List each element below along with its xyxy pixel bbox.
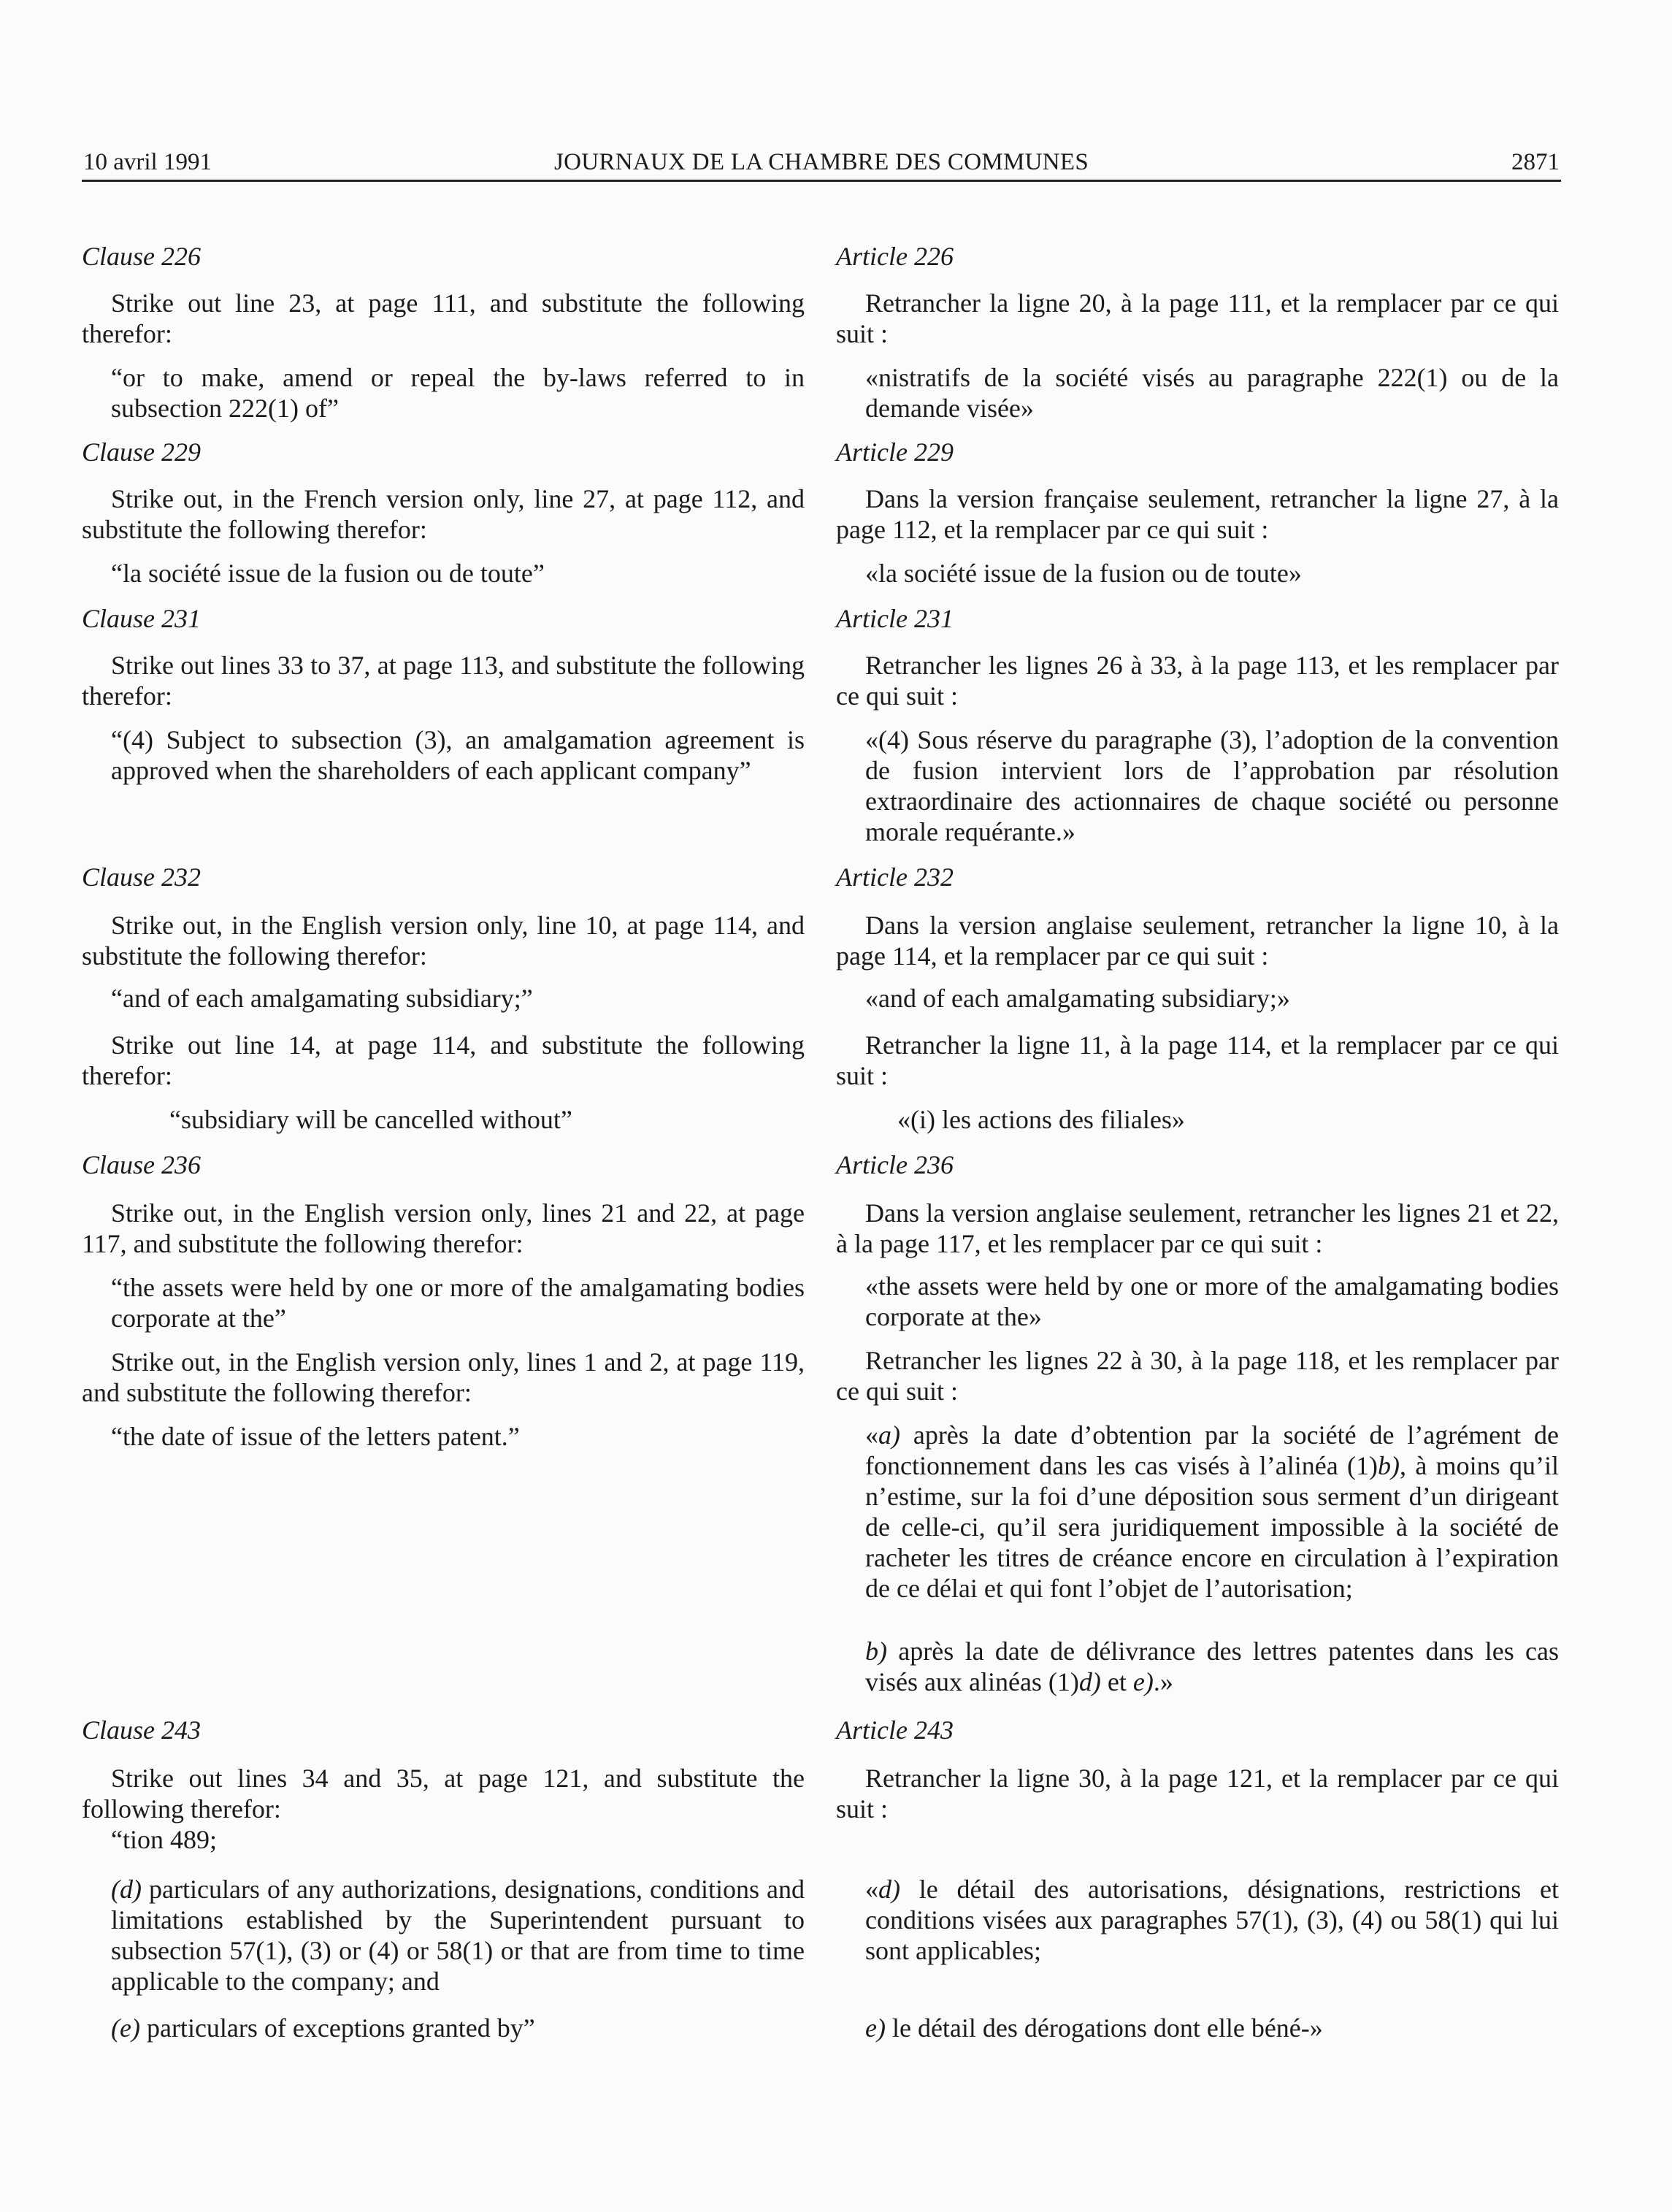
article-243-instruction: Retrancher la ligne 30, à la page 121, et la remplacer par ce qui suit :: [836, 1764, 1559, 1823]
article-231-instruction: Retrancher les lignes 26 à 33, à la page 113, et les remplacer par ce qui suit :: [836, 651, 1559, 711]
clause-243-replacement-start: “tion 489;: [111, 1825, 217, 1854]
item-letter: d): [878, 1875, 900, 1904]
article-226-heading: Article 226: [836, 242, 954, 271]
item-letter: (d): [111, 1875, 142, 1904]
article-243-item-e: [865, 2013, 1559, 2043]
article-231-replacement: «(4) Sous réserve du paragraphe (3), l’adoption de la convention de fusion intervient lors de l’approbation par résolution extraordinaire des actionnaires de chaque société ou personne morale requérante.»: [865, 725, 1559, 846]
page-header: [82, 146, 1561, 182]
article-226-replacement: «nistratifs de la société visés au paragraphe 222(1) ou de la demande visée»: [865, 363, 1559, 423]
clause-226-replacement: “or to make, amend or repeal the by-laws referred to in subsection 222(1) of”: [111, 363, 805, 423]
clause-231-heading: Clause 231: [82, 604, 202, 633]
item-reference: b): [1378, 1451, 1400, 1480]
clause-232-heading: Clause 232: [82, 862, 202, 892]
article-232-replacement-1: «and of each amalgamating subsidiary;»: [865, 984, 1290, 1013]
header-date: 10 avril 1991: [83, 149, 212, 175]
item-letter: b): [865, 1637, 887, 1666]
clause-232-replacement-1: “and of each amalgamating subsidiary;”: [111, 984, 533, 1013]
article-232-replacement-2: «(i) les actions des filiales»: [897, 1105, 1185, 1134]
clause-243-item-d: [111, 1874, 805, 1997]
article-236-heading: Article 236: [836, 1150, 954, 1179]
clause-226-instruction: Strike out line 23, at page 111, and substitute the following therefor:: [82, 288, 805, 348]
item-letter: e): [865, 2013, 886, 2043]
article-229-replacement: «la société issue de la fusion ou de toute»: [865, 559, 1302, 588]
open-quote: «: [865, 1420, 878, 1450]
item-text: et: [1100, 1667, 1133, 1696]
article-236-item-a: [865, 1420, 1559, 1604]
article-232-heading: Article 232: [836, 862, 954, 892]
item-text: le détail des dérogations dont elle béné-»: [885, 2013, 1323, 2043]
clause-232-instruction-1: Strike out, in the English version only, line 10, at page 114, and substitute the following therefor:: [82, 911, 805, 971]
item-text: le détail des autorisations, désignations, restrictions et conditions visées aux paragraphes 57(1), (3), (4) ou 58(1) qui lui sont applicables;: [865, 1875, 1559, 1965]
item-text: après la date d’obtention par la société de l’agrément de fonctionnement dans les cas visés à l’alinéa (1): [865, 1420, 1559, 1480]
item-text: particulars of any authorizations, designations, conditions and limitations established by the Superintendent pursuant to subsection 57(1), (3) or (4) or 58(1) or that are from time to time applicable to the company; and: [111, 1875, 805, 1996]
clause-232-instruction-2: Strike out line 14, at page 114, and substitute the following therefor:: [82, 1030, 805, 1090]
open-quote: «: [865, 1875, 878, 1904]
item-letter: (e): [111, 2013, 140, 2043]
clause-243-heading: Clause 243: [82, 1715, 202, 1745]
item-text: .»: [1153, 1667, 1173, 1696]
article-243-heading: Article 243: [836, 1715, 954, 1745]
article-236-instruction-2: Retrancher les lignes 22 à 30, à la page 118, et les remplacer par ce qui suit :: [836, 1346, 1559, 1406]
article-226-instruction: Retrancher la ligne 20, à la page 111, et la remplacer par ce qui suit :: [836, 288, 1559, 348]
clause-236-instruction-2: Strike out, in the English version only, lines 1 and 2, at page 119, and substitute the following therefor:: [82, 1347, 805, 1407]
clause-236-replacement-1: “the assets were held by one or more of the amalgamating bodies corporate at the”: [111, 1273, 805, 1333]
clause-243-item-e: [111, 2013, 805, 2043]
article-231-heading: Article 231: [836, 604, 954, 633]
article-243-item-d: [865, 1874, 1559, 1966]
clause-226-heading: Clause 226: [82, 242, 202, 271]
article-232-instruction-1: Dans la version anglaise seulement, retrancher la ligne 10, à la page 114, et la remplacer par ce qui suit :: [836, 911, 1559, 971]
clause-229-heading: Clause 229: [82, 437, 202, 467]
item-reference: d): [1078, 1667, 1101, 1696]
item-letter: a): [878, 1420, 900, 1450]
journal-title: JOURNAUX DE LA CHAMBRE DES COMMUNES: [554, 149, 1089, 175]
article-229-instruction: Dans la version française seulement, retrancher la ligne 27, à la page 112, et la remplacer par ce qui suit :: [836, 484, 1559, 544]
clause-232-replacement-2: “subsidiary will be cancelled without”: [169, 1105, 572, 1134]
item-text: après la date de délivrance des lettres patentes dans les cas visés aux alinéas (1): [865, 1637, 1559, 1696]
item-reference: e): [1132, 1667, 1154, 1696]
item-text: particulars of exceptions granted by”: [139, 2013, 535, 2043]
clause-236-heading: Clause 236: [82, 1150, 202, 1179]
clause-231-replacement: “(4) Subject to subsection (3), an amalgamation agreement is approved when the shareholders of each applicant company”: [111, 725, 805, 785]
clause-231-instruction: Strike out lines 33 to 37, at page 113, and substitute the following therefor:: [82, 651, 805, 711]
clause-236-replacement-2: “the date of issue of the letters patent.”: [111, 1422, 520, 1451]
clause-236-instruction-1: Strike out, in the English version only, lines 21 and 22, at page 117, and substitute the following therefor:: [82, 1198, 805, 1258]
article-236-replacement-1: «the assets were held by one or more of the amalgamating bodies corporate at the»: [865, 1271, 1559, 1331]
article-232-instruction-2: Retrancher la ligne 11, à la page 114, et la remplacer par ce qui suit :: [836, 1030, 1559, 1090]
article-236-instruction-1: Dans la version anglaise seulement, retrancher les lignes 21 et 22, à la page 117, et les remplacer par ce qui suit :: [836, 1198, 1559, 1258]
clause-229-replacement: “la société issue de la fusion ou de toute”: [111, 559, 545, 588]
article-229-heading: Article 229: [836, 437, 954, 467]
item-text: , à moins qu’il n’estime, sur la foi d’une déposition sous serment d’un dirigeant de celle-ci, qu’il sera juridiquement impossible à la société de racheter les titres de créance encore en circulation à l’expiration de ce délai et qui font l’objet de l’autorisation;: [865, 1451, 1560, 1603]
clause-229-instruction: Strike out, in the French version only, line 27, at page 112, and substitute the following therefor:: [82, 484, 805, 544]
article-236-item-b: [865, 1636, 1559, 1697]
clause-243-instruction: Strike out lines 34 and 35, at page 121, and substitute the following therefor:: [82, 1764, 805, 1823]
page-number: 2871: [1511, 149, 1560, 175]
